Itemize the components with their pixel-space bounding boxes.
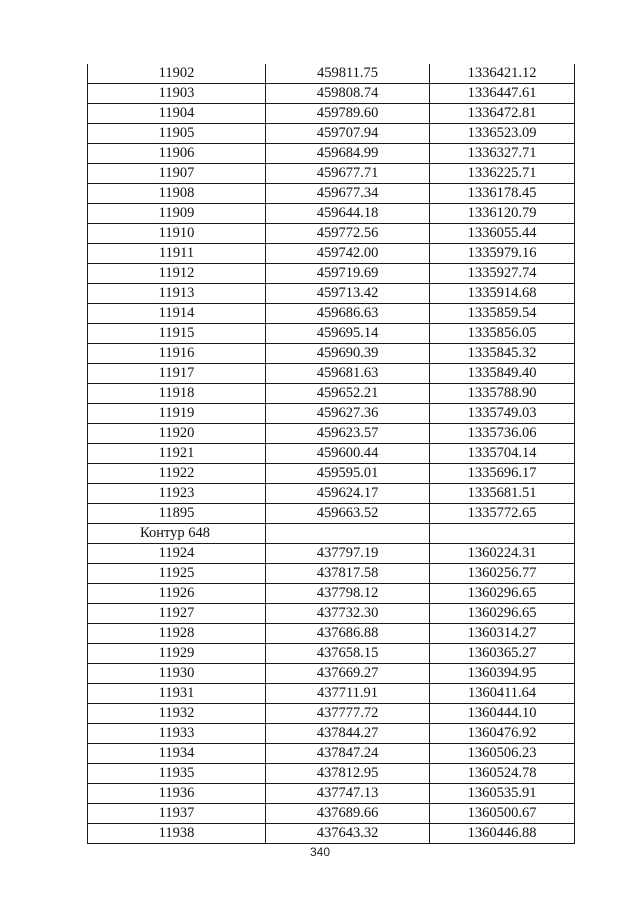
x-coordinate-cell: 437669.27 (266, 664, 430, 684)
table-row (88, 224, 575, 244)
point-number-cell: 11908 (88, 184, 266, 204)
x-coordinate-cell: 459663.52 (266, 504, 430, 524)
x-coordinate-cell: 459808.74 (266, 84, 430, 104)
point-number-cell: 11934 (88, 744, 266, 764)
point-number-cell: 11906 (88, 144, 266, 164)
y-coordinate-cell: 1335979.16 (430, 244, 575, 264)
point-number-cell: 11922 (88, 464, 266, 484)
x-coordinate-cell: 437812.95 (266, 764, 430, 784)
x-coordinate-cell: 459595.01 (266, 464, 430, 484)
point-number-cell: 11925 (88, 564, 266, 584)
table-row (88, 504, 575, 524)
x-coordinate-cell: 437658.15 (266, 644, 430, 664)
y-coordinate-cell: 1360476.92 (430, 724, 575, 744)
table-row (88, 784, 575, 804)
table-row (88, 284, 575, 304)
table-row (88, 604, 575, 624)
table-row (88, 124, 575, 144)
point-number-cell: 11905 (88, 124, 266, 144)
x-coordinate-cell: 437797.19 (266, 544, 430, 564)
table-row (88, 624, 575, 644)
table-row (88, 324, 575, 344)
x-coordinate-cell: 437798.12 (266, 584, 430, 604)
table-row (88, 304, 575, 324)
table-row (88, 664, 575, 684)
point-number-cell: 11924 (88, 544, 266, 564)
x-coordinate-cell: 459690.39 (266, 344, 430, 364)
point-number-cell: 11916 (88, 344, 266, 364)
point-number-cell: 11919 (88, 404, 266, 424)
y-coordinate-cell: 1335749.03 (430, 404, 575, 424)
table-row (88, 464, 575, 484)
y-coordinate-cell: 1360296.65 (430, 584, 575, 604)
table-row (88, 544, 575, 564)
x-coordinate-cell: 459695.14 (266, 324, 430, 344)
table-row (88, 444, 575, 464)
x-coordinate-cell: 459600.44 (266, 444, 430, 464)
point-number-cell: 11937 (88, 804, 266, 824)
y-coordinate-cell: 1360224.31 (430, 544, 575, 564)
page-number: 340 (309, 845, 331, 859)
y-coordinate-cell: 1335914.68 (430, 284, 575, 304)
x-coordinate-cell: 459684.99 (266, 144, 430, 164)
table-row (88, 344, 575, 364)
x-coordinate-cell: 437689.66 (266, 804, 430, 824)
point-number-cell: 11936 (88, 784, 266, 804)
y-coordinate-cell: 1335736.06 (430, 424, 575, 444)
point-number-cell: 11938 (88, 824, 266, 844)
point-number-cell: 11913 (88, 284, 266, 304)
y-coordinate-cell: 1335696.17 (430, 464, 575, 484)
x-coordinate-cell: 459707.94 (266, 124, 430, 144)
y-coordinate-cell: 1360535.91 (430, 784, 575, 804)
y-coordinate-cell: 1336472.81 (430, 104, 575, 124)
table-row (88, 144, 575, 164)
empty-cell (430, 524, 575, 544)
x-coordinate-cell: 459713.42 (266, 284, 430, 304)
x-coordinate-cell: 437732.30 (266, 604, 430, 624)
y-coordinate-cell: 1335788.90 (430, 384, 575, 404)
contour-label: Контур 648 (88, 524, 266, 544)
table-row (88, 804, 575, 824)
point-number-cell: 11910 (88, 224, 266, 244)
x-coordinate-cell: 437844.27 (266, 724, 430, 744)
x-coordinate-cell: 437686.88 (266, 624, 430, 644)
table-row (88, 84, 575, 104)
table-row (88, 744, 575, 764)
x-coordinate-cell: 437817.58 (266, 564, 430, 584)
y-coordinate-cell: 1335859.54 (430, 304, 575, 324)
point-number-cell: 11895 (88, 504, 266, 524)
table-row (88, 424, 575, 444)
point-number-cell: 11927 (88, 604, 266, 624)
table-row (88, 364, 575, 384)
y-coordinate-cell: 1360444.10 (430, 704, 575, 724)
point-number-cell: 11914 (88, 304, 266, 324)
table-row (88, 64, 575, 84)
table-row (88, 104, 575, 124)
point-number-cell: 11920 (88, 424, 266, 444)
y-coordinate-cell: 1335704.14 (430, 444, 575, 464)
point-number-cell: 11903 (88, 84, 266, 104)
x-coordinate-cell: 459652.21 (266, 384, 430, 404)
y-coordinate-cell: 1360256.77 (430, 564, 575, 584)
point-number-cell: 11921 (88, 444, 266, 464)
x-coordinate-cell: 459686.63 (266, 304, 430, 324)
x-coordinate-cell: 459811.75 (266, 64, 430, 84)
x-coordinate-cell: 437643.32 (266, 824, 430, 844)
y-coordinate-cell: 1336055.44 (430, 224, 575, 244)
y-coordinate-cell: 1335772.65 (430, 504, 575, 524)
point-number-cell: 11923 (88, 484, 266, 504)
point-number-cell: 11902 (88, 64, 266, 84)
x-coordinate-cell: 459677.34 (266, 184, 430, 204)
x-coordinate-cell: 437711.91 (266, 684, 430, 704)
y-coordinate-cell: 1335927.74 (430, 264, 575, 284)
x-coordinate-cell: 459677.71 (266, 164, 430, 184)
y-coordinate-cell: 1335681.51 (430, 484, 575, 504)
table-row (88, 584, 575, 604)
y-coordinate-cell: 1360314.27 (430, 624, 575, 644)
table-row (88, 724, 575, 744)
x-coordinate-cell: 459644.18 (266, 204, 430, 224)
x-coordinate-cell: 459789.60 (266, 104, 430, 124)
y-coordinate-cell: 1335845.32 (430, 344, 575, 364)
point-number-cell: 11907 (88, 164, 266, 184)
table-row (88, 484, 575, 504)
table-row (88, 184, 575, 204)
table-row (88, 824, 575, 844)
table-row (88, 684, 575, 704)
point-number-cell: 11904 (88, 104, 266, 124)
x-coordinate-cell: 437747.13 (266, 784, 430, 804)
x-coordinate-cell: 459627.36 (266, 404, 430, 424)
point-number-cell: 11933 (88, 724, 266, 744)
y-coordinate-cell: 1336421.12 (430, 64, 575, 84)
table-row (88, 244, 575, 264)
y-coordinate-cell: 1336225.71 (430, 164, 575, 184)
x-coordinate-cell: 459719.69 (266, 264, 430, 284)
y-coordinate-cell: 1336523.09 (430, 124, 575, 144)
table-row (88, 204, 575, 224)
y-coordinate-cell: 1360411.64 (430, 684, 575, 704)
point-number-cell: 11915 (88, 324, 266, 344)
x-coordinate-cell: 459624.17 (266, 484, 430, 504)
x-coordinate-cell: 437777.72 (266, 704, 430, 724)
x-coordinate-cell: 437847.24 (266, 744, 430, 764)
table-row (88, 404, 575, 424)
point-number-cell: 11912 (88, 264, 266, 284)
x-coordinate-cell: 459623.57 (266, 424, 430, 444)
point-number-cell: 11917 (88, 364, 266, 384)
table-row (88, 644, 575, 664)
point-number-cell: 11926 (88, 584, 266, 604)
y-coordinate-cell: 1360524.78 (430, 764, 575, 784)
y-coordinate-cell: 1360296.65 (430, 604, 575, 624)
table-row (88, 264, 575, 284)
point-number-cell: 11918 (88, 384, 266, 404)
contour-header-row (88, 524, 575, 544)
table-row (88, 564, 575, 584)
x-coordinate-cell: 459772.56 (266, 224, 430, 244)
x-coordinate-cell: 459742.00 (266, 244, 430, 264)
y-coordinate-cell: 1335856.05 (430, 324, 575, 344)
point-number-cell: 11935 (88, 764, 266, 784)
y-coordinate-cell: 1360365.27 (430, 644, 575, 664)
coordinates-table (87, 64, 575, 844)
point-number-cell: 11909 (88, 204, 266, 224)
point-number-cell: 11928 (88, 624, 266, 644)
x-coordinate-cell: 459681.63 (266, 364, 430, 384)
y-coordinate-cell: 1360446.88 (430, 824, 575, 844)
y-coordinate-cell: 1336120.79 (430, 204, 575, 224)
empty-cell (266, 524, 430, 544)
table-row (88, 704, 575, 724)
point-number-cell: 11911 (88, 244, 266, 264)
table-row (88, 764, 575, 784)
point-number-cell: 11930 (88, 664, 266, 684)
table-row (88, 164, 575, 184)
table-row (88, 384, 575, 404)
y-coordinate-cell: 1360394.95 (430, 664, 575, 684)
coordinates-table-body (88, 64, 575, 844)
y-coordinate-cell: 1360506.23 (430, 744, 575, 764)
y-coordinate-cell: 1336447.61 (430, 84, 575, 104)
y-coordinate-cell: 1336327.71 (430, 144, 575, 164)
y-coordinate-cell: 1360500.67 (430, 804, 575, 824)
point-number-cell: 11932 (88, 704, 266, 724)
point-number-cell: 11931 (88, 684, 266, 704)
y-coordinate-cell: 1335849.40 (430, 364, 575, 384)
y-coordinate-cell: 1336178.45 (430, 184, 575, 204)
point-number-cell: 11929 (88, 644, 266, 664)
